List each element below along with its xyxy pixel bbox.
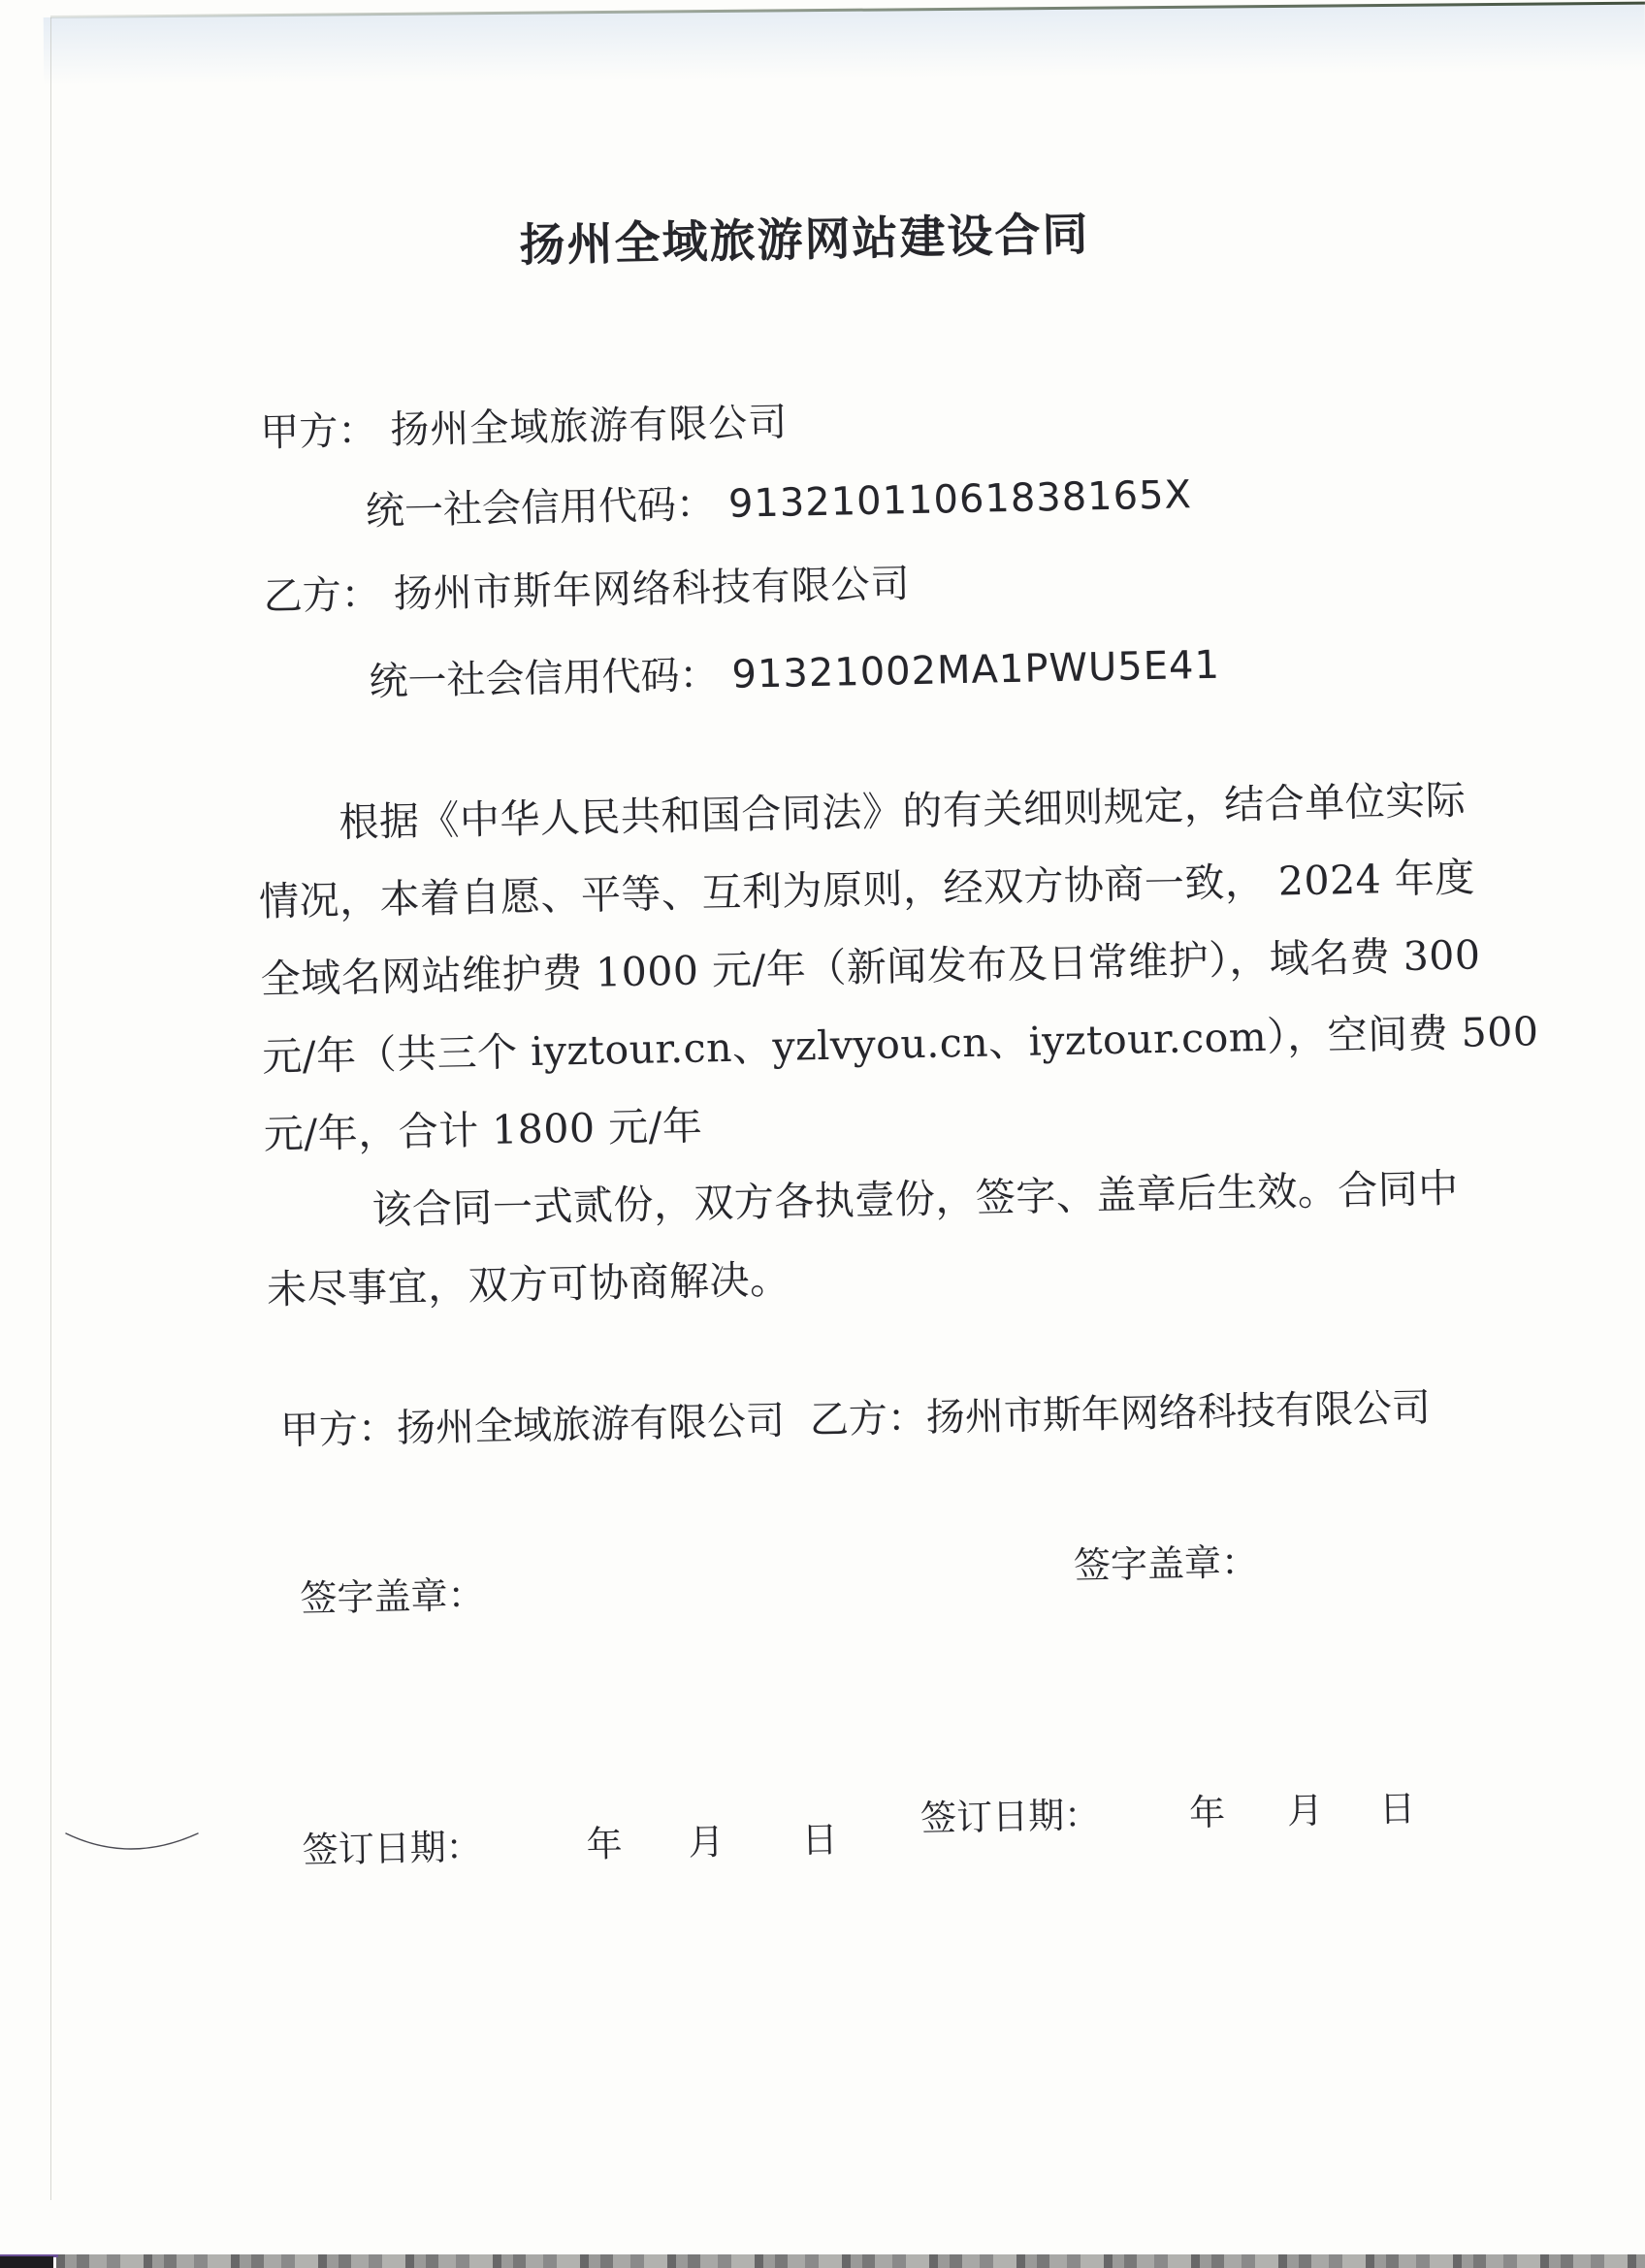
year-label: 年 bbox=[1188, 1791, 1226, 1834]
signing-date-label: 签订日期： bbox=[919, 1794, 1101, 1840]
body-line: 根据《中华人民共和国合同法》的有关细则规定，结合单位实际 bbox=[338, 776, 1467, 846]
signing-date-party-a bbox=[302, 1810, 838, 1873]
day-label: 日 bbox=[1378, 1787, 1416, 1831]
month-label: 月 bbox=[688, 1821, 726, 1863]
party-b-label: 乙方： bbox=[263, 572, 381, 620]
party-b-line bbox=[263, 553, 911, 621]
body-line: 全域名网站维护费 1000 元/年（新闻发布及日常维护），域名费 300 bbox=[260, 931, 1481, 1003]
scan-bottom-band bbox=[56, 2254, 1645, 2268]
scan-corner-block bbox=[0, 2256, 53, 2268]
month-label: 月 bbox=[1286, 1789, 1324, 1832]
page-title: 扬州全域旅游网站建设合同 bbox=[519, 208, 1090, 274]
body-line: 该合同一式贰份，双方各执壹份，签字、盖章后生效。合同中 bbox=[371, 1164, 1460, 1234]
party-a-label: 甲方： bbox=[259, 408, 377, 456]
party-a-credit-code-line bbox=[365, 464, 1192, 535]
contract-body bbox=[257, 761, 1539, 1328]
year-label: 年 bbox=[586, 1823, 624, 1866]
body-line: 元/年，合计 1800 元/年 bbox=[263, 1102, 703, 1158]
seal-label-party-a: 签字盖章： bbox=[300, 1573, 485, 1620]
credit-code-label: 统一社会信用代码： bbox=[365, 482, 716, 535]
party-b-name: 扬州市斯年网络科技有限公司 bbox=[393, 562, 912, 617]
signature-party-a: 甲方：扬州全域旅游有限公司 bbox=[279, 1398, 786, 1454]
signature-parties-line bbox=[279, 1377, 1431, 1455]
body-line: 元/年（共三个 iyztour.cn、yzlvyou.cn、iyztour.com），空间费 500 bbox=[261, 1008, 1539, 1081]
party-a-credit-code: 91321011061838165X bbox=[727, 472, 1193, 527]
signing-date-party-b bbox=[920, 1779, 1416, 1841]
party-a-name: 扬州全域旅游有限公司 bbox=[389, 400, 789, 453]
credit-code-label: 统一社会信用代码： bbox=[369, 653, 719, 705]
signature-party-b: 乙方：扬州市斯年网络科技有限公司 bbox=[809, 1385, 1432, 1443]
signing-date-label: 签订日期： bbox=[302, 1826, 483, 1871]
body-line: 未尽事宜，双方可协商解决。 bbox=[266, 1255, 790, 1313]
party-a-line bbox=[260, 392, 789, 458]
party-b-credit-code-line bbox=[369, 634, 1220, 707]
body-line: 情况，本着自愿、平等、互利为原则，经双方协商一致， 2024 年度 bbox=[258, 854, 1476, 925]
pen-arc-mark bbox=[60, 1822, 206, 1870]
party-b-credit-code: 91321002MA1PWU5E41 bbox=[731, 642, 1221, 697]
day-label: 日 bbox=[801, 1818, 839, 1862]
seal-label-party-b: 签字盖章： bbox=[1073, 1540, 1259, 1587]
